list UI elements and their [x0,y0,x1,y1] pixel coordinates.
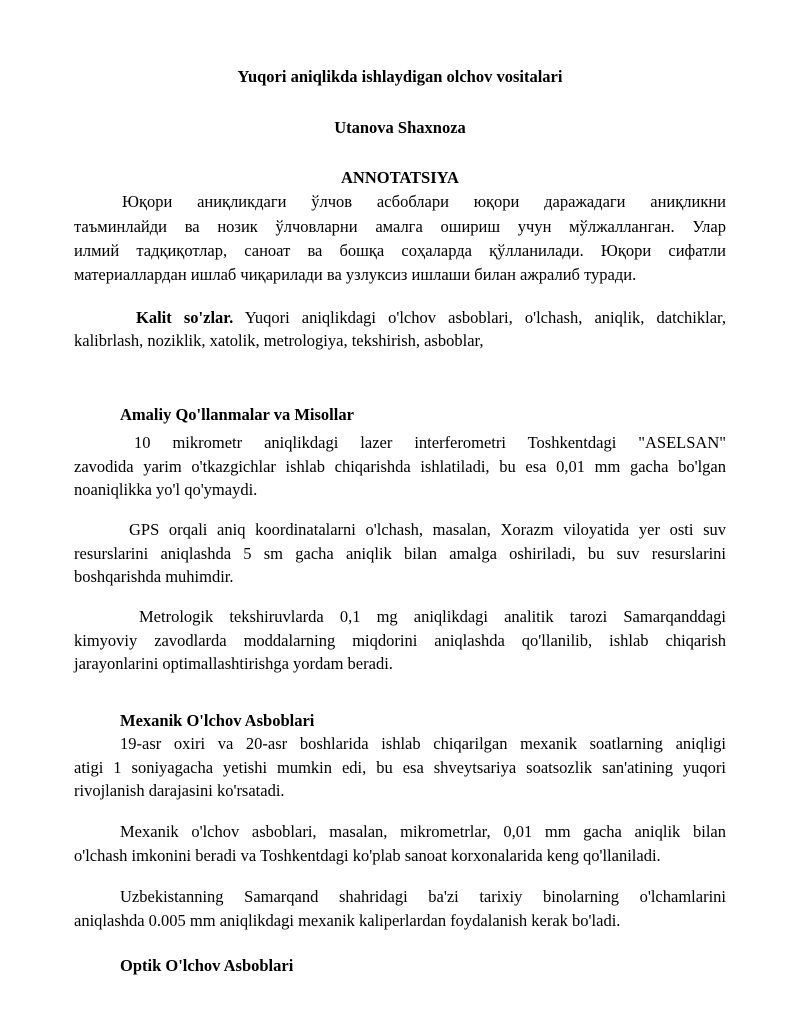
paragraph-line: resurslarini aniqlashda 5 sm gacha aniqlik bilan amalga oshiriladi, bu suv resurslarini [74,544,726,563]
annotation-line: материаллардан ишлаб чиқарилади ва узлуксиз ишлаши билан ажралиб туради. [74,265,637,284]
paragraph-line: 19-asr oxiri va 20-asr boshlarida ishlab chiqarilgan mexanik soatlarning aniqligi [120,734,726,753]
paragraph-line: Metrologik tekshiruvlarda 0,1 mg aniqlikdagi analitik tarozi Samarqanddagi [139,607,726,626]
section-heading: Mexanik O'lchov Asboblari [120,711,315,730]
annotation-line: Юқори аниқликдаги ўлчов асбоблари юқори даражадаги аниқликни [122,192,726,211]
keywords-label: Kalit so'zlar. [136,308,234,327]
paragraph-line: zavodida yarim o'tkazgichlar ishlab chiqarishda ishlatiladi, bu esa 0,01 mm gacha bo'lgan [74,457,726,476]
paragraph-line: atigi 1 soniyagacha yetishi mumkin edi, bu esa shveytsariya soatsozlik san'atining yuqori [74,758,726,777]
keywords-line: kalibrlash, noziklik, xatolik, metrologiya, tekshirish, asboblar, [74,331,484,350]
paragraph-line: Mexanik o'lchov asboblari, masalan, mikrometrlar, 0,01 mm gacha aniqlik bilan [120,822,726,841]
section-heading: Optik O'lchov Asboblari [120,956,294,975]
paragraph-line: aniqlashda 0.005 mm aniqlikdagi mexanik kaliperlardan foydalanish kerak bo'ladi. [74,911,621,930]
author-name: Utanova Shaxnoza [334,118,466,137]
paragraph-line: boshqarishda muhimdir. [74,567,234,586]
paragraph-line: o'lchash imkonini beradi va Toshkentdagi ko'plab sanoat korxonalarida keng qo'llaniladi. [74,846,661,865]
annotation-heading: ANNOTATSIYA [341,168,459,187]
paragraph-line: 10 mikrometr aniqlikdagi lazer interferometri Toshkentdagi "ASELSAN" [134,433,726,452]
paragraph-line: kimyoviy zavodlarda moddalarning miqdorini aniqlashda qo'llanilib, ishlab chiqarish [74,631,726,650]
paragraph-line: Uzbekistanning Samarqand shahridagi ba'zi tarixiy binolarning o'lchamlarini [120,887,726,906]
paragraph-line: noaniqlikka yo'l qo'ymaydi. [74,480,258,499]
paragraph-line: jarayonlarini optimallashtirishga yordam beradi. [74,654,393,673]
document-title: Yuqori aniqlikda ishlaydigan olchov vositalari [237,67,563,86]
annotation-line: таъминлайди ва нозик ўлчовларни амалга ошириш учун мўлжалланган. Улар [74,217,726,236]
keywords-text: Yuqori aniqlikdagi o'lchov asboblari, o'lchash, aniqlik, datchiklar, [244,308,726,327]
section-heading: Amaliy Qo'llanmalar va Misollar [120,405,354,424]
paragraph-line: GPS orqali aniq koordinatalarni o'lchash, masalan, Xorazm viloyatida yer osti suv [129,520,726,539]
annotation-line: илмий тадқиқотлар, саноат ва бошқа соҳаларда қўлланилади. Юқори сифатли [74,241,726,260]
paragraph-line: rivojlanish darajasini ko'rsatadi. [74,781,285,800]
keywords-line [136,308,726,328]
